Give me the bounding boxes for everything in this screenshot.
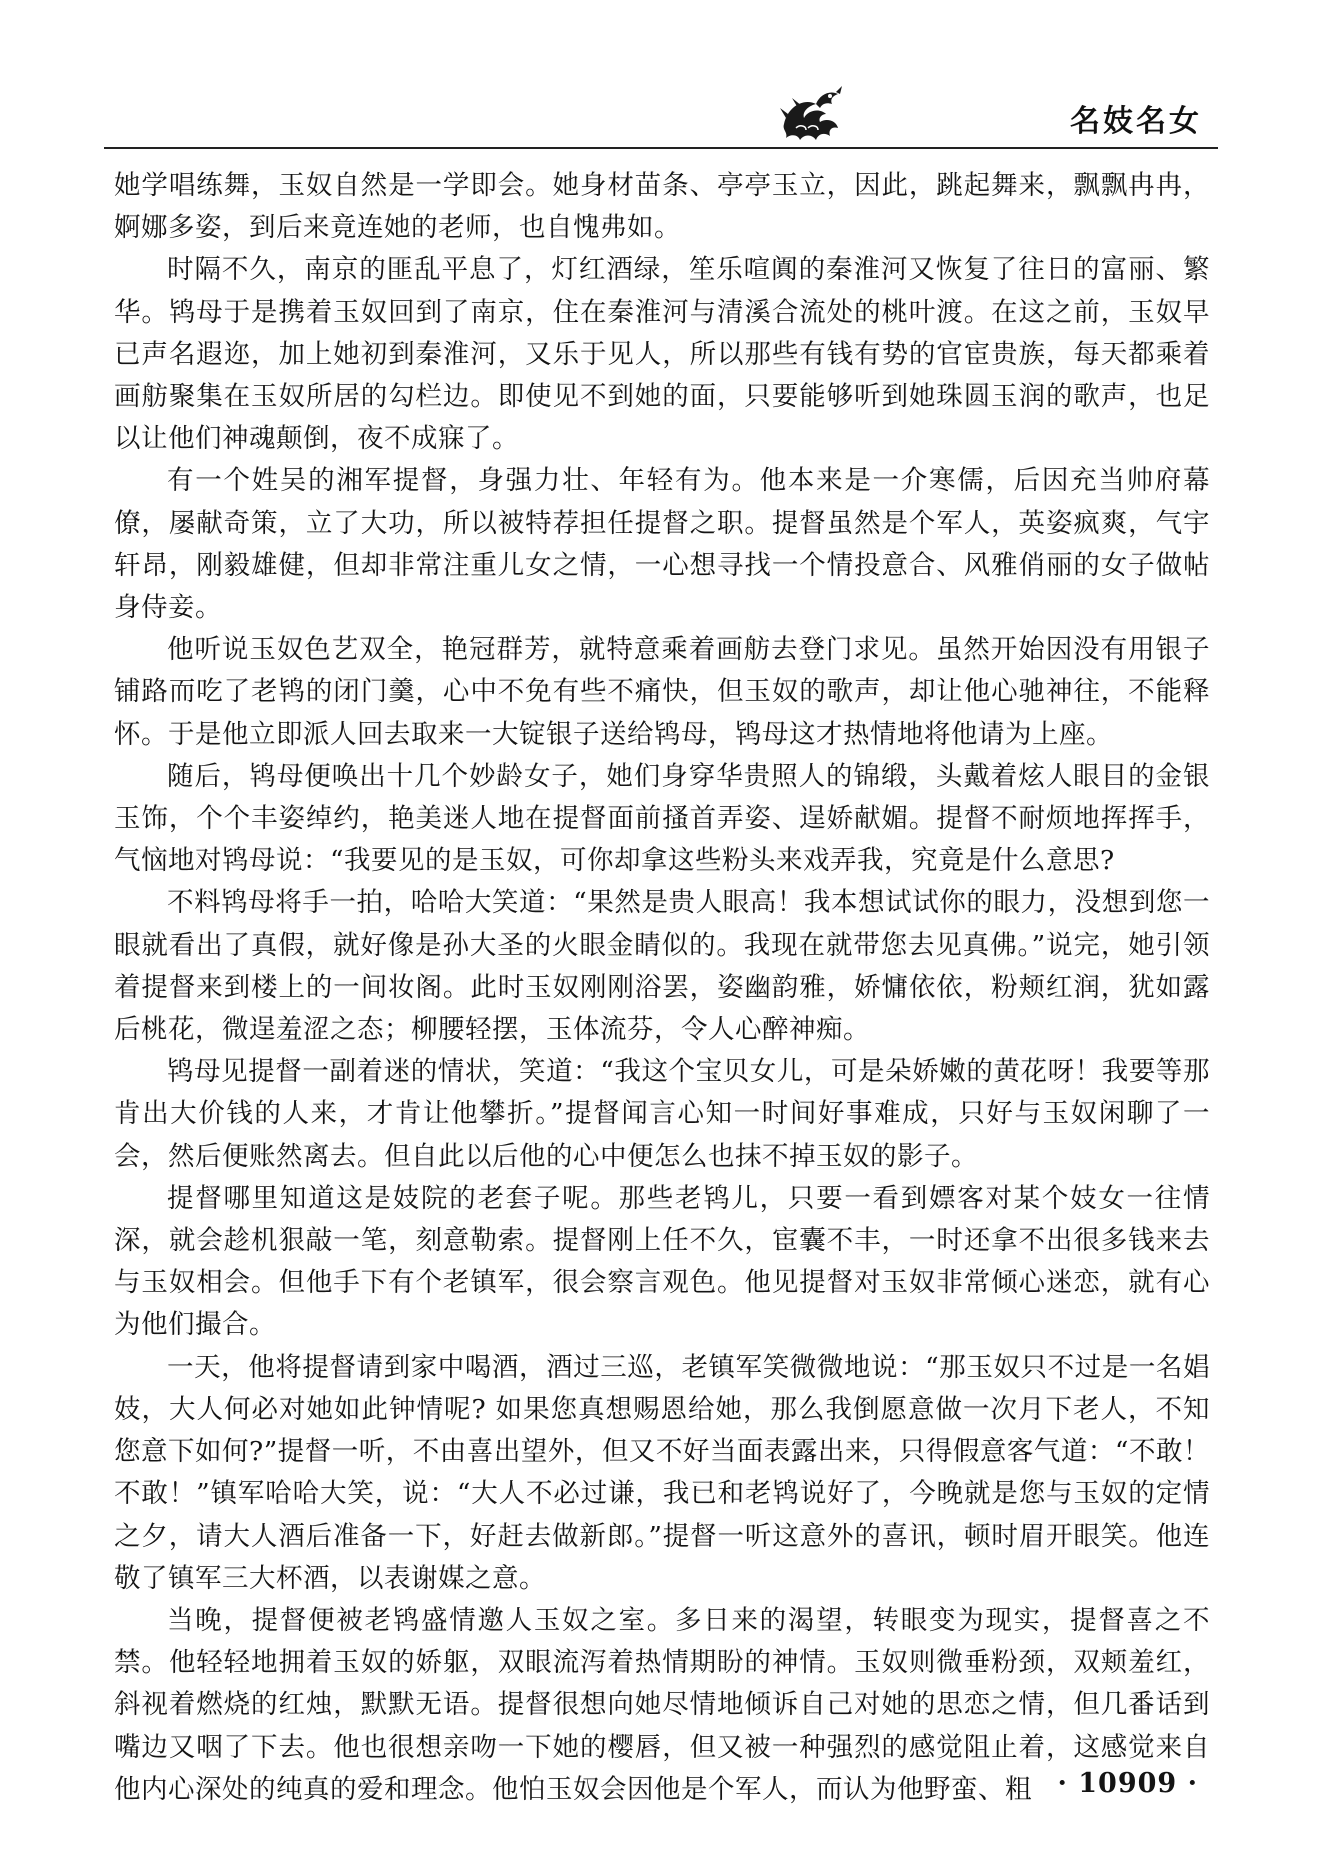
paragraph: 提督哪里知道这是妓院的老套子呢。那些老鸨儿，只要一看到嫖客对某个妓女一往情深，就会趁机狠敲一笔，刻意勒索。提督刚上任不久，宦囊不丰，一时还拿不出很多钱来去与玉奴相会。但他手下有个老镇军，很会察言观色。他见提督对玉奴非常倾心迷恋，就有心为他们撮合。: [114, 1182, 1210, 1341]
paragraph: 她学唱练舞，玉奴自然是一学即会。她身材苗条、亭亭玉立，因此，跳起舞来，飘飘冉冉，婀娜多姿，到后来竟连她的老师，也自愧弗如。: [114, 170, 1210, 244]
article-body: [114, 165, 1210, 1811]
paragraph: 不料鸨母将手一拍，哈哈大笑道：“果然是贵人眼高！我本想试试你的眼力，没想到您一眼就看出了真假，就好像是孙大圣的火眼金睛似的。我现在就带您去见真佛。”说完，她引领着提督来到楼上的一间妆阁。此时玉奴刚刚浴罢，姿幽韵雅，娇慵依依，粉颊红润，犹如露后桃花，微逞羞涩之态；柳腰轻摆，玉体流芬，令人心醉神痴。: [114, 887, 1210, 1046]
dragon-emblem-icon: [778, 84, 844, 146]
paragraph: 一天，他将提督请到家中喝酒，酒过三巡，老镇军笑微微地说：“那玉奴只不过是一名娼妓，大人何必对她如此钟情呢? 如果您真想赐恩给她，那么我倒愿意做一次月下老人，不知您意下如何?”提督一听，不由喜出望外，但又不好当面表露出来，只得假意客气道：“不敢！不敢！”镇军哈哈大笑，说：“大人不必过谦，我已和老鸨说好了，今晚就是您与玉奴的定情之夕，请大人酒后准备一下，好赶去做新郎。”提督一听这意外的喜讯，顿时眉开眼笑。他连敬了镇军三大杯酒，以表谢媒之意。: [114, 1351, 1210, 1594]
paragraph: 当晚，提督便被老鸨盛情邀人玉奴之室。多日来的渴望，转眼变为现实，提督喜之不禁。他轻轻地拥着玉奴的娇躯，双眼流泻着热情期盼的神情。玉奴则微垂粉颈，双颊羞红，斜视着燃烧的红烛，默默无语。提督很想向她尽情地倾诉自己对她的思恋之情，但几番话到嘴边又咽了下去。他也很想亲吻一下她的樱唇，但又被一种强烈的感觉阻止着，这感觉来自他内心深处的纯真的爱和理念。他怕玉奴会因他是个军人，而认为他野蛮、粗: [114, 1604, 1210, 1805]
paragraph: 他听说玉奴色艺双全，艳冠群芳，就特意乘着画舫去登门求见。虽然开始因没有用银子铺路而吃了老鸨的闭门羹，心中不免有些不痛快，但玉奴的歌声，却让他心驰神往，不能释怀。于是他立即派人回去取来一大锭银子送给鸨母，鸨母这才热情地将他请为上座。: [114, 634, 1210, 750]
page-header: [0, 0, 1322, 150]
paragraph: 时隔不久，南京的匪乱平息了，灯红酒绿，笙乐喧阗的秦淮河又恢复了往日的富丽、繁华。鸨母于是携着玉奴回到了南京，住在秦淮河与清溪合流处的桃叶渡。在这之前，玉奴早已声名遐迩，加上她初到秦淮河，又乐于见人，所以那些有钱有势的官宦贵族，每天都乘着画舫聚集在玉奴所居的勾栏边。即使见不到她的面，只要能够听到她珠圆玉润的歌声，也足以让他们神魂颠倒，夜不成寐了。: [114, 254, 1210, 455]
header-title: 名妓名女: [1070, 104, 1202, 139]
paragraph: 有一个姓吴的湘军提督，身强力壮、年轻有为。他本来是一介寒儒，后因充当帅府幕僚，屡献奇策，立了大功，所以被特荐担任提督之职。提督虽然是个军人，英姿疯爽，气宇轩昂，刚毅雄健，但却非常注重儿女之情，一心想寻找一个情投意合、风雅俏丽的女子做帖身侍妾。: [114, 465, 1210, 624]
page-number: · 10909 ·: [1057, 1768, 1198, 1799]
header-divider: [104, 147, 1218, 149]
paragraph: 随后，鸨母便唤出十几个妙龄女子，她们身穿华贵照人的锦缎，头戴着炫人眼目的金银玉饰，个个丰姿绰约，艳美迷人地在提督面前搔首弄姿、逞娇献媚。提督不耐烦地挥挥手，气恼地对鸨母说：“我要见的是玉奴，可你却拿这些粉头来戏弄我，究竟是什么意思?: [114, 760, 1210, 877]
paragraph: 鸨母见提督一副着迷的情状，笑道：“我这个宝贝女儿，可是朵娇嫩的黄花呀！我要等那肯出大价钱的人来，才肯让他攀折。”提督闻言心知一时间好事难成，只好与玉奴闲聊了一会，然后便账然离去。但自此以后他的心中便怎么也抹不掉玉奴的影子。: [114, 1056, 1210, 1172]
